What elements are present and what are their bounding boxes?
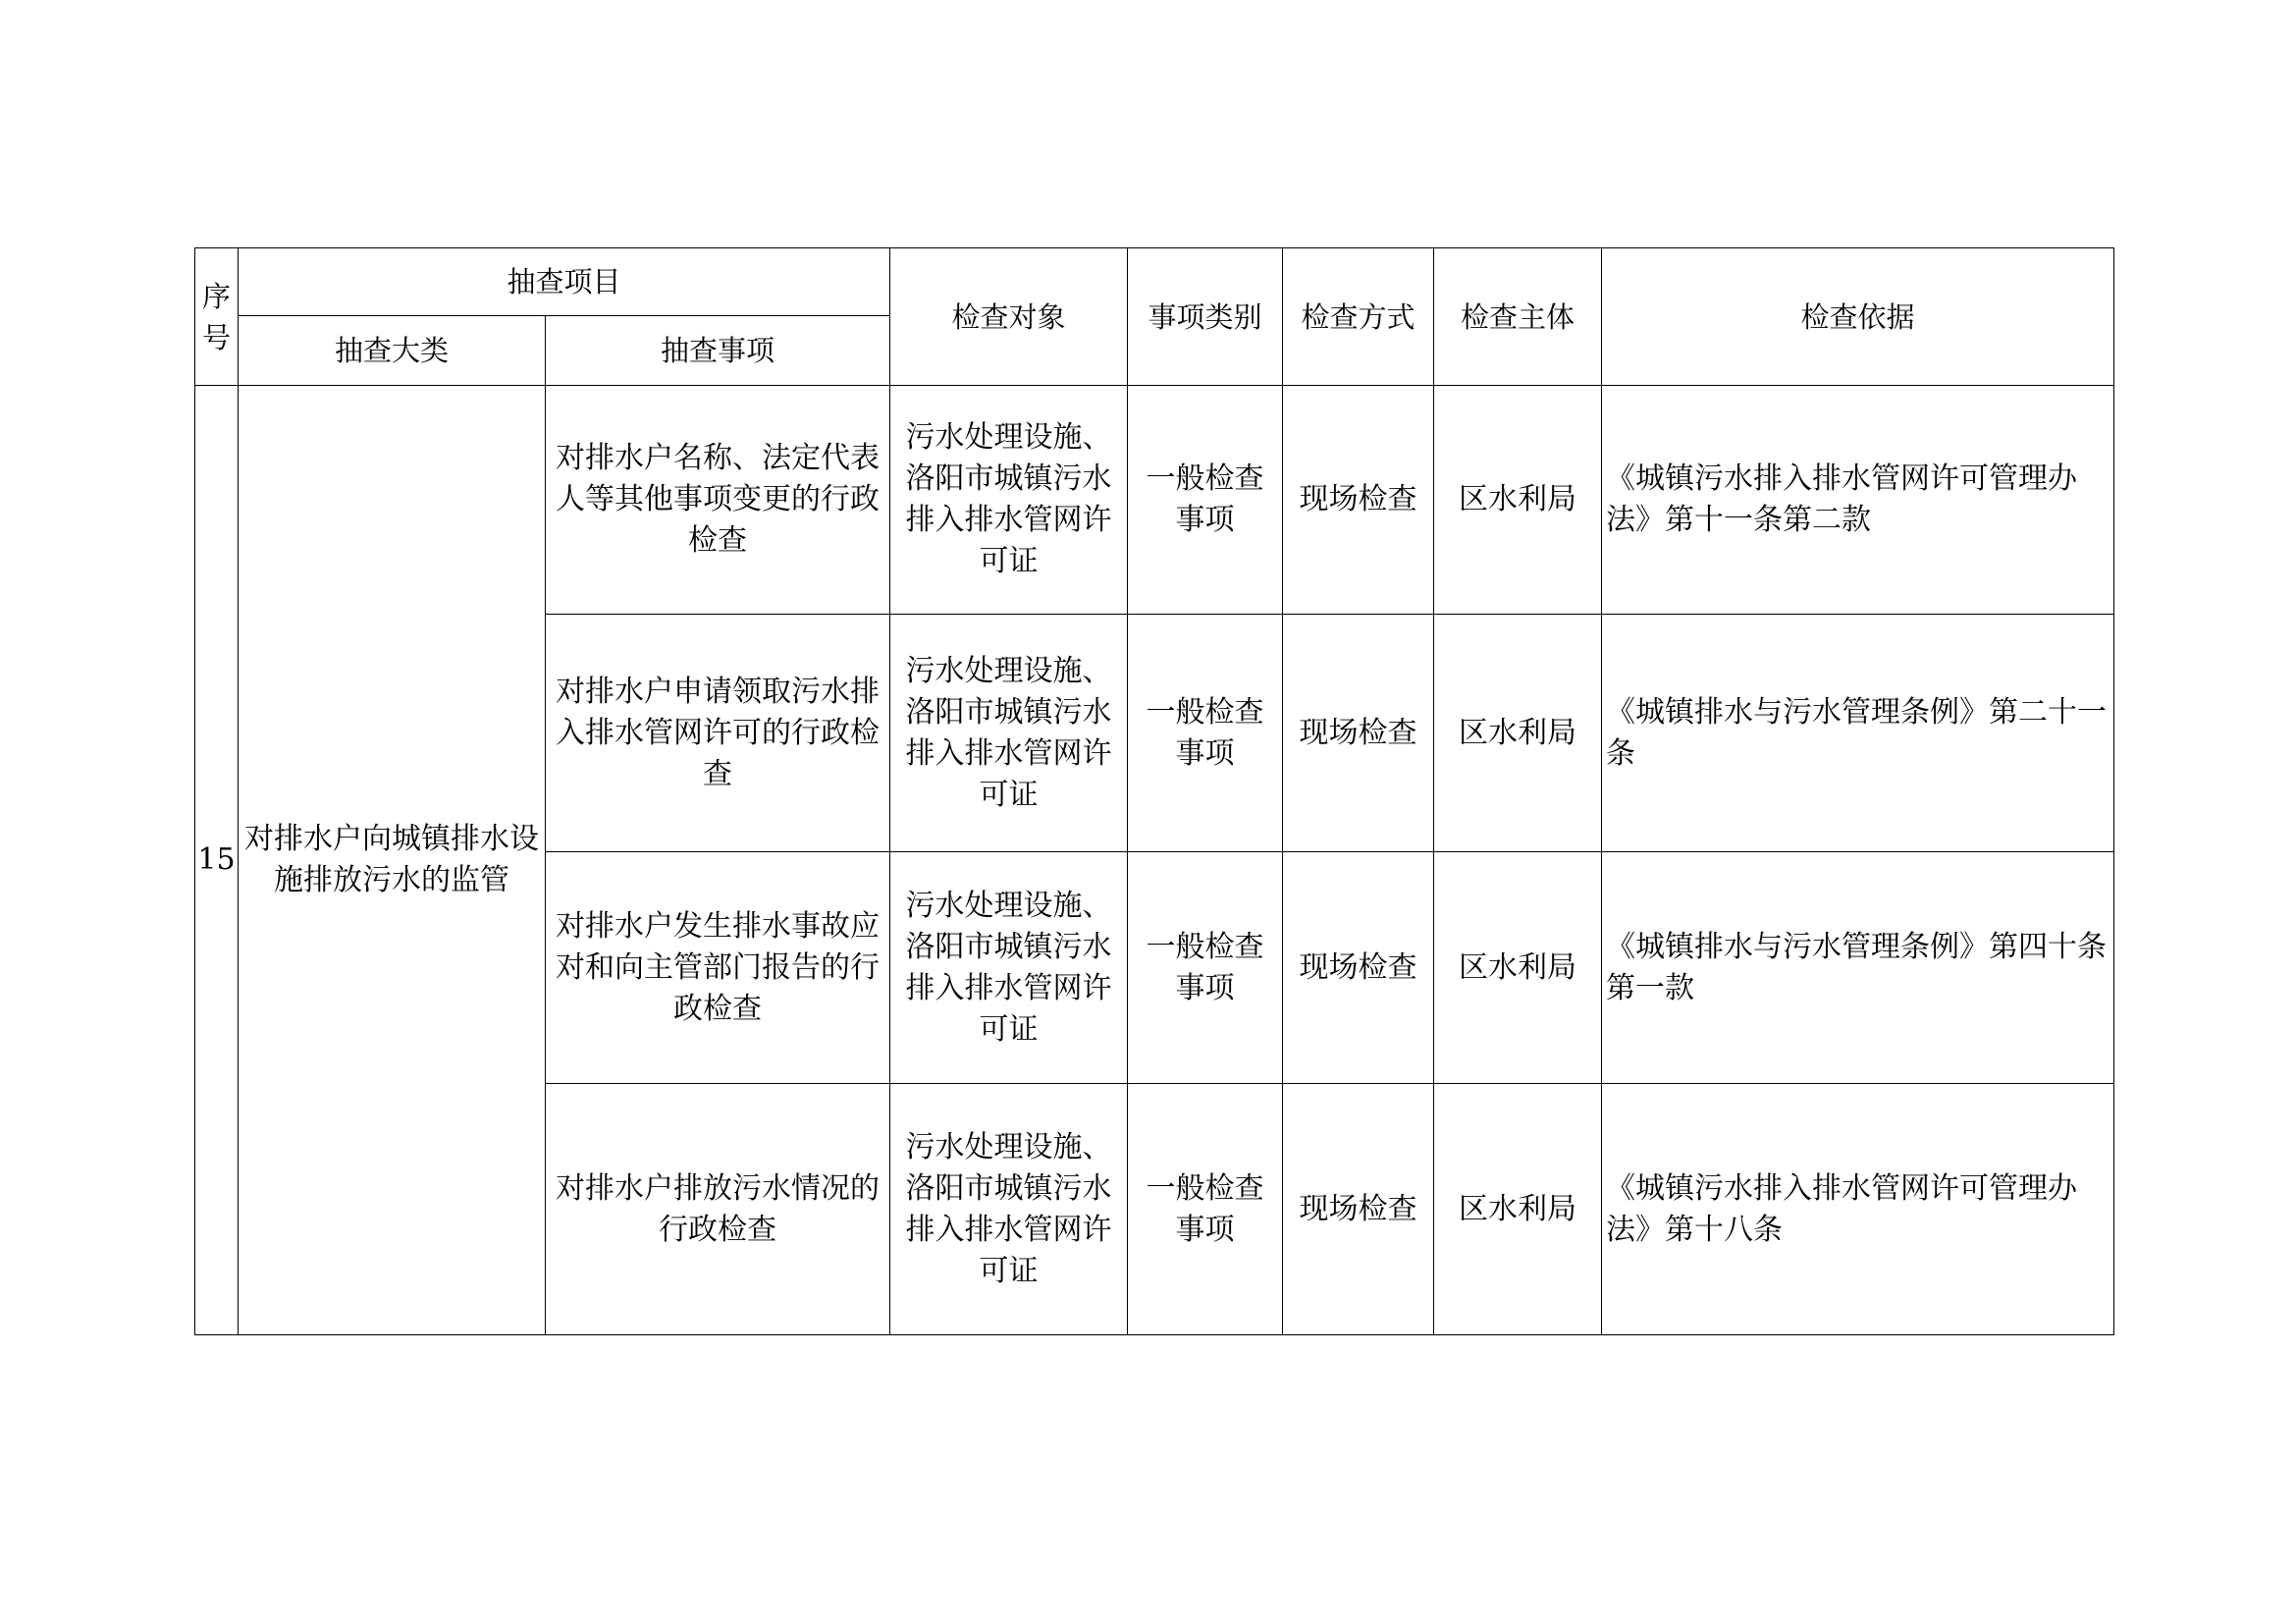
group-seq: 15 — [195, 386, 239, 1335]
row-method: 现场检查 — [1283, 1084, 1434, 1335]
row-subject: 区水利局 — [1434, 852, 1602, 1084]
row-item: 对排水户发生排水事故应对和向主管部门报告的行政检查 — [546, 852, 890, 1084]
row-basis: 《城镇污水排入排水管网许可管理办法》第十八条 — [1602, 1084, 2114, 1335]
header-seq: 序号 — [195, 248, 239, 386]
row-object: 污水处理设施、洛阳市城镇污水排入排水管网许可证 — [890, 1084, 1128, 1335]
row-type: 一般检查事项 — [1128, 852, 1283, 1084]
row-method: 现场检查 — [1283, 386, 1434, 615]
row-item: 对排水户名称、法定代表人等其他事项变更的行政检查 — [546, 386, 890, 615]
row-object: 污水处理设施、洛阳市城镇污水排入排水管网许可证 — [890, 615, 1128, 852]
row-method: 现场检查 — [1283, 615, 1434, 852]
row-subject: 区水利局 — [1434, 615, 1602, 852]
row-type: 一般检查事项 — [1128, 386, 1283, 615]
row-object: 污水处理设施、洛阳市城镇污水排入排水管网许可证 — [890, 852, 1128, 1084]
header-project: 抽查项目 — [239, 248, 890, 316]
table-row — [195, 386, 2114, 615]
row-basis: 《城镇排水与污水管理条例》第二十一条 — [1602, 615, 2114, 852]
header-category: 抽查大类 — [239, 316, 546, 386]
header-row-1 — [195, 248, 2114, 316]
header-subject: 检查主体 — [1434, 248, 1602, 386]
row-type: 一般检查事项 — [1128, 1084, 1283, 1335]
row-basis: 《城镇污水排入排水管网许可管理办法》第十一条第二款 — [1602, 386, 2114, 615]
header-type: 事项类别 — [1128, 248, 1283, 386]
row-type: 一般检查事项 — [1128, 615, 1283, 852]
row-object: 污水处理设施、洛阳市城镇污水排入排水管网许可证 — [890, 386, 1128, 615]
row-subject: 区水利局 — [1434, 1084, 1602, 1335]
header-basis: 检查依据 — [1602, 248, 2114, 386]
row-basis: 《城镇排水与污水管理条例》第四十条第一款 — [1602, 852, 2114, 1084]
row-subject: 区水利局 — [1434, 386, 1602, 615]
row-method: 现场检查 — [1283, 852, 1434, 1084]
header-item: 抽查事项 — [546, 316, 890, 386]
group-category: 对排水户向城镇排水设施排放污水的监管 — [239, 386, 546, 1335]
header-object: 检查对象 — [890, 248, 1128, 386]
row-item: 对排水户申请领取污水排入排水管网许可的行政检查 — [546, 615, 890, 852]
row-item: 对排水户排放污水情况的行政检查 — [546, 1084, 890, 1335]
header-method: 检查方式 — [1283, 248, 1434, 386]
inspection-table — [194, 247, 2114, 1335]
